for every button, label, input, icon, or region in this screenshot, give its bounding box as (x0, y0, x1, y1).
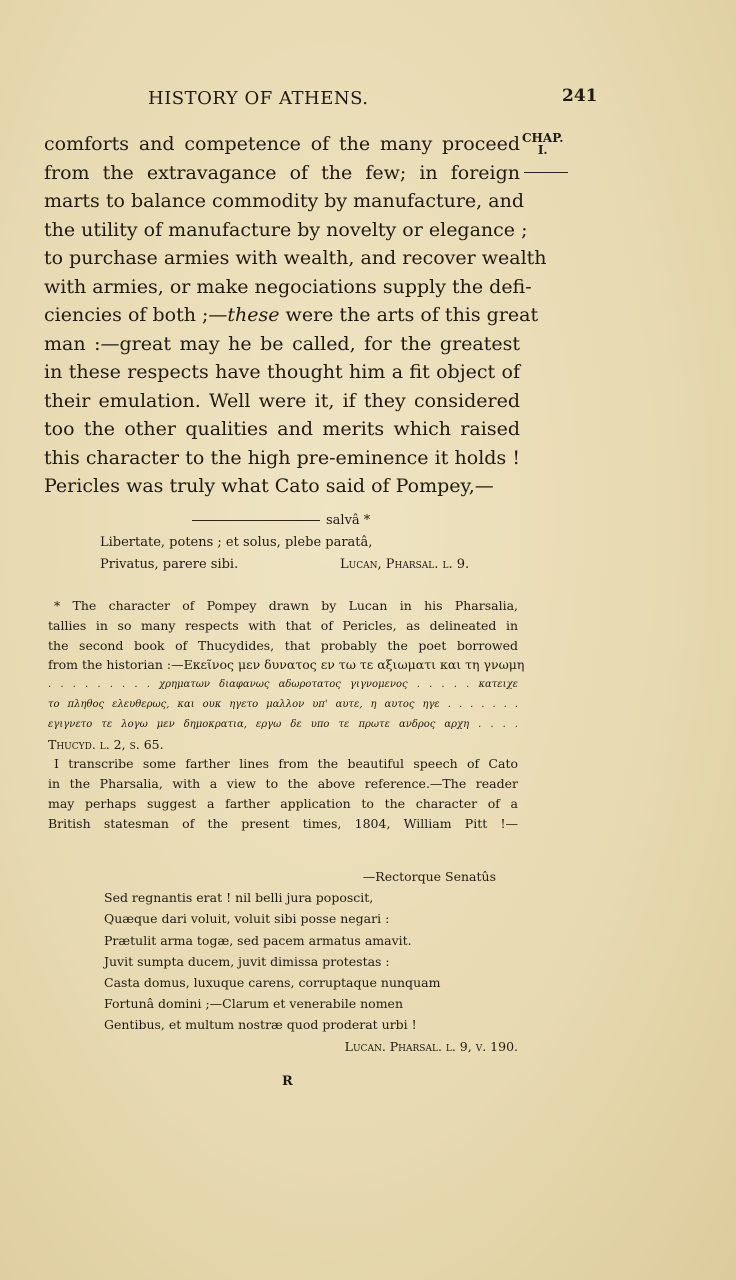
text-segment: were the arts of this great (279, 304, 539, 326)
poem-line: Casta domus, luxuque carens, corruptaque nunquam (104, 974, 441, 990)
quote-line: Libertate, potens ; et solus, plebe paratâ, (100, 535, 373, 550)
footnote-line: may perhaps suggest a farther application to the character of a (48, 795, 518, 811)
quote-citation: Lucan, Pharsal. l. 9. (340, 557, 470, 572)
poem-line: Prætulit arma togæ, sed pacem armatus amavit. (104, 932, 412, 948)
chapter-label-text: CHAP. (522, 131, 564, 145)
text-line: the utility of manufacture by novelty or elegance ; (44, 218, 528, 241)
footnote-line: British statesman of the present times, 1804, William Pitt !— (48, 815, 518, 831)
poem-line: Sed regnantis erat ! nil belli jura poposcit, (104, 890, 374, 906)
footnote-greek-line: . . . . . . . . . χρηματων διαφανως αδωροτατος γιγνομενος . . . . . κατειχε (48, 679, 518, 691)
footnote-citation: Thucyd. l. 2, s. 65. (48, 736, 164, 752)
poem-citation: Lucan. Pharsal. l. 9, v. 190. (344, 1038, 518, 1054)
footnote-line: tallies in so many respects with that of Pericles, as delineated in (48, 617, 518, 633)
text-line: in these respects have thought him a fit object of (44, 361, 520, 383)
text-segment: ciencies of both ;— (44, 304, 228, 326)
poem-line: Gentibus, et multum nostræ quod proderat urbi ! (104, 1017, 417, 1033)
quote-text: salvâ * (326, 513, 371, 528)
chapter-label (522, 132, 563, 156)
text-line: man :—great may he be called, for the greatest (44, 332, 520, 355)
text-line: from the extravagance of the few; in foreign (44, 161, 520, 184)
quote-text: Privatus, parere sibi. (100, 557, 239, 572)
signature-mark: R (282, 1074, 293, 1089)
text-line: to purchase armies with wealth, and recover wealth (44, 247, 547, 269)
chapter-rule (524, 172, 568, 173)
text-line: comforts and competence of the many proceed (44, 133, 520, 155)
footnote-greek-line: το πληθος ελευθερως, και ουκ ηγετο μαλλον υπ' αυτε, η αυτος ηγε . . . . . . . (48, 698, 518, 710)
poem-line: Fortunâ domini ;—Clarum et venerabile nomen (104, 996, 403, 1012)
text-line (44, 301, 539, 330)
text-line: Pericles was truly what Cato said of Pompey,— (44, 475, 494, 497)
footnote-line: I transcribe some farther lines from the beautiful speech of Cato (54, 756, 518, 772)
quote-line (100, 554, 500, 576)
text-line: with armies, or make negociations supply the defi- (44, 275, 532, 298)
footnote-greek-line: εγιγνετο τε λογω μεν δημοκρατια, εργω δε υπο τε πρωτε ανδρος αρχη . . . . (48, 718, 518, 730)
poem-line: Juvit sumpta ducem, juvit dimissa protestas : (104, 953, 390, 969)
text-line: marts to balance commodity by manufacture, and (44, 190, 524, 212)
quote-line (100, 510, 500, 532)
footnote-line: in the Pharsalia, with a view to the above reference.—The reader (48, 776, 518, 792)
footnote (48, 596, 525, 834)
chapter-number: I. (537, 143, 548, 157)
footnote-line: the second book of Thucydides, that probably the poet borrowed (48, 637, 518, 653)
verse-quote (100, 510, 500, 576)
poem-line: Quæque dari voluit, voluit sibi posse negari : (104, 911, 390, 927)
footnote-line: from the historian :—Εκεῖνος μεν δυνατος εν τω τε αξιωματι και τη γνωμη (48, 657, 525, 673)
page-number: 241 (562, 86, 598, 106)
running-title: HISTORY OF ATHENS. (148, 88, 369, 109)
latin-poem (104, 866, 524, 1057)
quote-dash (192, 520, 320, 521)
text-line: this character to the high pre-eminence it holds ! (44, 446, 520, 469)
italic-text: these (227, 304, 280, 326)
footnote-line: * The character of Pompey drawn by Lucan in his Pharsalia, (54, 598, 518, 613)
text-line: too the other qualities and merits which raised (44, 418, 520, 440)
poem-line: —Rectorque Senatûs (362, 869, 496, 884)
text-line: their emulation. Well were it, if they considered (44, 389, 520, 412)
